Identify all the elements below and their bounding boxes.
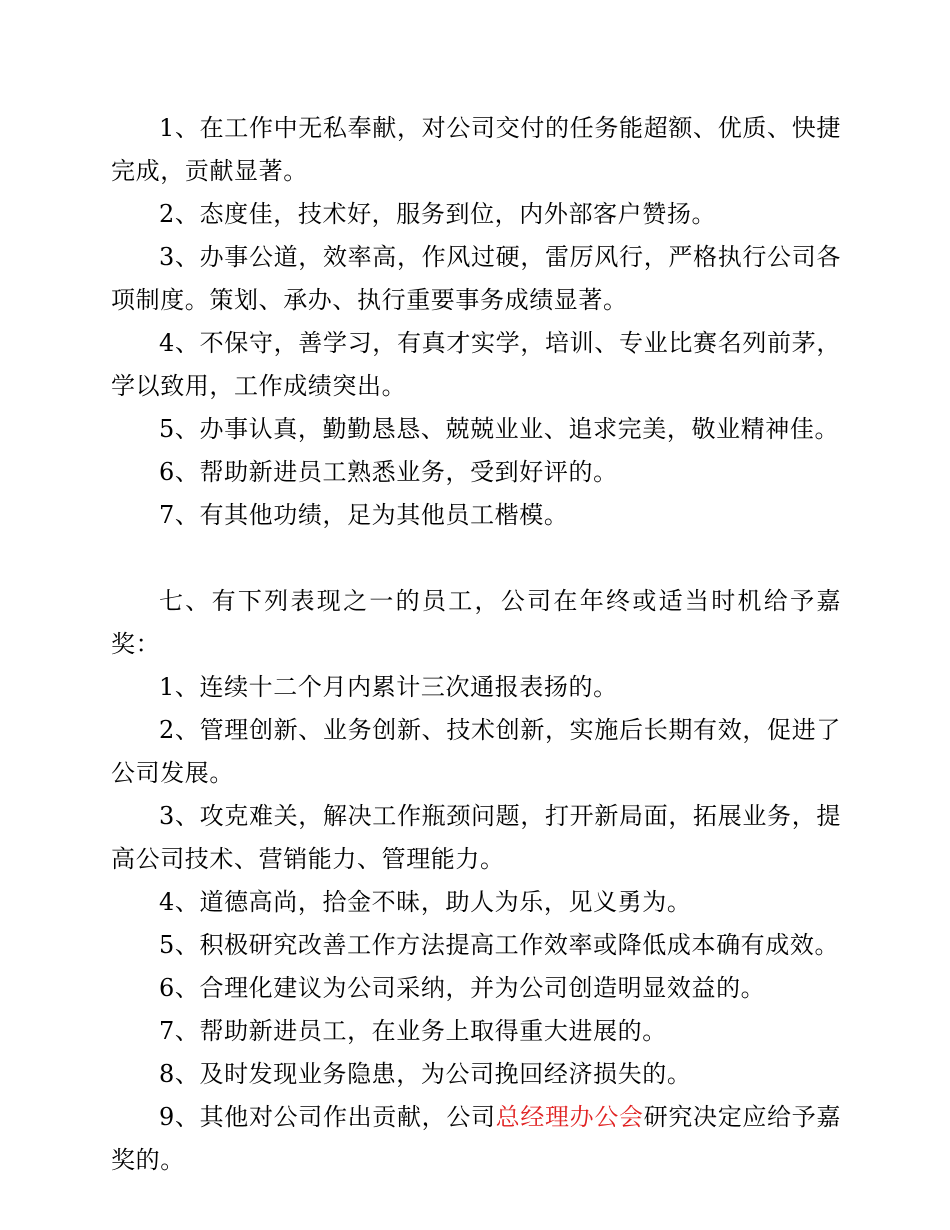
item-text-before: 9、其他对公司作出贡献，公司 bbox=[159, 1103, 496, 1131]
list-item: 6、帮助新进员工熟悉业务，受到好评的。 bbox=[159, 458, 618, 486]
list-item: 6、合理化建议为公司采纳，并为公司创造明显效益的。 bbox=[159, 974, 766, 1002]
list-item: 8、及时发现业务隐患，为公司挽回经济损失的。 bbox=[159, 1060, 692, 1088]
highlighted-text: 总经理办公会 bbox=[495, 1103, 644, 1131]
list-item: 5、办事认真，勤勤恳恳、兢兢业业、追求完美，敬业精神佳。 bbox=[159, 415, 840, 443]
list-item: 5、积极研究改善工作方法提高工作效率或降低成本确有成效。 bbox=[159, 931, 840, 959]
list-item: 1、连续十二个月内累计三次通报表扬的。 bbox=[159, 673, 618, 701]
list-item: 2、管理创新、业务创新、技术创新，实施后长期有效，促进了公司发展。 bbox=[111, 716, 841, 787]
list-item: 7、有其他功绩，足为其他员工楷模。 bbox=[159, 501, 569, 529]
blank-line bbox=[111, 537, 841, 580]
list-item: 3、攻克难关，解决工作瓶颈问题，打开新局面，拓展业务，提高公司技术、营销能力、管理能力。 bbox=[111, 802, 841, 873]
list-item: 2、态度佳，技术好，服务到位，内外部客户赞扬。 bbox=[159, 200, 717, 228]
list-item: 7、帮助新进员工，在业务上取得重大进展的。 bbox=[159, 1017, 667, 1045]
list-item: 3、办事公道，效率高，作风过硬，雷厉风行，严格执行公司各项制度。策划、承办、执行重要事务成绩显著。 bbox=[111, 243, 841, 314]
list-item-last bbox=[111, 1096, 841, 1182]
document-body bbox=[111, 107, 841, 1182]
section-heading: 七、有下列表现之一的员工，公司在年终或适当时机给予嘉奖： bbox=[111, 587, 841, 658]
list-item: 1、在工作中无私奉献，对公司交付的任务能超额、优质、快捷完成，贡献显著。 bbox=[111, 114, 841, 185]
list-item: 4、不保守，善学习，有真才实学，培训、专业比赛名列前茅，学以致用，工作成绩突出。 bbox=[111, 329, 841, 400]
list-item: 4、道德高尚，拾金不昧，助人为乐，见义勇为。 bbox=[159, 888, 692, 916]
item-text-after: 研究决定应给予嘉奖的。 bbox=[111, 1103, 841, 1174]
